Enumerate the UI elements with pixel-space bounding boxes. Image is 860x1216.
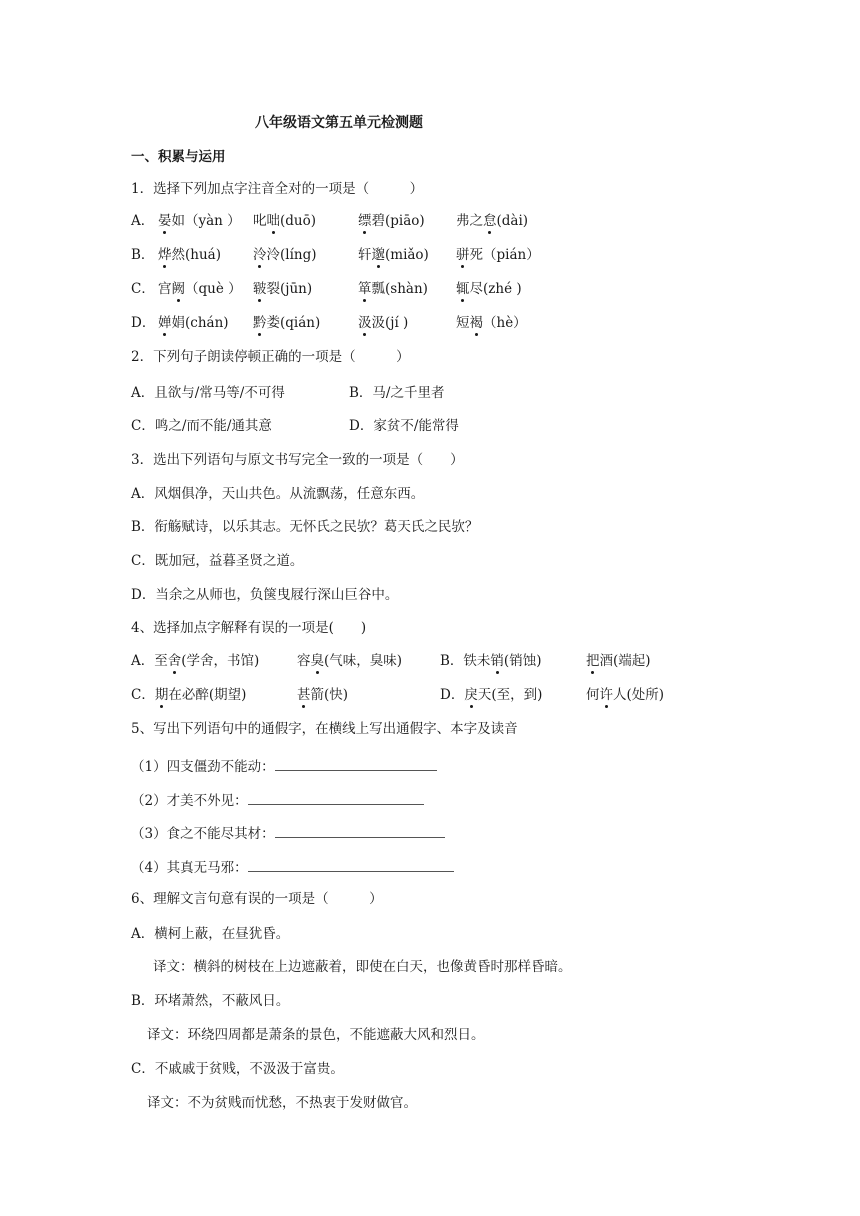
- question-4-option-b2: 把酒(端起): [586, 653, 651, 669]
- question-1-option-d: [131, 314, 527, 332]
- question-2-option-d: D．家贫不/能常得: [349, 418, 459, 434]
- question-4-stem: 4、选择加点字解释有误的一项是( ): [131, 620, 367, 636]
- pinyin-item: 辄尽(zhé ): [456, 281, 522, 297]
- question-6-option-a: A．横柯上蔽，在昼犹昏。: [131, 926, 290, 942]
- question-5-item: （4）其真无马邪：: [131, 859, 454, 877]
- question-6-stem: 6、理解文言句意有误的一项是（ ）: [131, 891, 383, 907]
- option-label: B．: [131, 247, 155, 263]
- question-2-option-a: A．且欲与/常马等/不可得: [131, 385, 285, 401]
- pinyin-item: 泠泠(líng): [253, 247, 317, 263]
- question-5-stem: 5、写出下列语句中的通假字，在横线上写出通假字、本字及读音: [131, 721, 518, 737]
- question-6-translation-b: 译文：环绕四周都是萧条的景色，不能遮蔽大风和烈日。: [147, 1027, 485, 1043]
- option-label: C．: [131, 281, 155, 297]
- pinyin-item: 弗之怠(dài): [456, 213, 529, 229]
- question-4-option-c1: C．期在必醉(期望): [131, 687, 247, 703]
- answer-blank[interactable]: [275, 758, 437, 771]
- question-3-option-a: A．风烟俱净，天山共色。从流飘荡，任意东西。: [131, 486, 425, 502]
- question-1-option-a: [131, 212, 529, 230]
- answer-blank[interactable]: [248, 859, 454, 872]
- question-4-option-b1: B．铁未销(销蚀): [440, 653, 542, 669]
- question-3-option-c: C．既加冠，益暮圣贤之道。: [131, 553, 304, 569]
- question-6-translation-c: 译文：不为贫贱而忧愁，不热衷于发财做官。: [147, 1095, 417, 1111]
- pinyin-item: 烨然(huá): [158, 247, 221, 263]
- question-6-translation-a: 译文：横斜的树枝在上边遮蔽着，即使在白天，也像黄昏时那样昏暗。: [153, 959, 572, 975]
- pinyin-item: 宫阙（què ）: [158, 281, 242, 297]
- question-2-stem: 2．下列句子朗读停顿正确的一项是（ ）: [131, 349, 410, 365]
- question-5-item: （1）四支僵劲不能动：: [131, 758, 437, 776]
- answer-blank[interactable]: [275, 825, 445, 838]
- pinyin-item: 晏如（yàn ）: [158, 213, 241, 229]
- question-4-option-a2: 容臭(气味，臭味): [297, 653, 403, 669]
- question-4-option-c2: 甚箭(快): [297, 687, 349, 703]
- pinyin-item: 箪瓢(shàn): [358, 281, 428, 297]
- question-5-item: （2）才美不外见：: [131, 792, 424, 810]
- question-5-item: （3）食之不能尽其材：: [131, 825, 445, 843]
- question-1-stem: 1．选择下列加点字注音全对的一项是（ ）: [131, 181, 424, 197]
- answer-blank[interactable]: [248, 792, 424, 805]
- question-1-option-b: [131, 246, 540, 264]
- pinyin-item: 短褐（hè）: [456, 315, 527, 331]
- pinyin-item: 婵娟(chán): [158, 315, 229, 331]
- question-1-option-c: [131, 280, 522, 298]
- question-4-option-d2: 何许人(处所): [586, 687, 665, 703]
- question-3-stem: 3．选出下列语句与原文书写完全一致的一项是（ ）: [131, 452, 464, 468]
- question-3-option-b: B．衔觞赋诗，以乐其志。无怀氏之民欤？葛天氏之民欤？: [131, 519, 479, 535]
- question-4-option-d1: D．戾天(至，到): [440, 687, 543, 703]
- page-title: 八年级语文第五单元检测题: [255, 115, 423, 131]
- option-label: A．: [131, 213, 155, 229]
- question-3-option-d: D．当余之从师也，负箧曳屐行深山巨谷中。: [131, 587, 399, 603]
- pinyin-item: 骈死（pián）: [456, 247, 540, 263]
- question-2-option-b: B．马/之千里者: [349, 385, 445, 401]
- pinyin-item: 黔娄(qián): [253, 315, 321, 331]
- question-6-option-b: B．环堵萧然，不蔽风日。: [131, 993, 290, 1009]
- pinyin-item: 皲裂(jūn): [253, 281, 313, 297]
- question-4-option-a1: A．至舍(学舍，书馆): [131, 653, 260, 669]
- question-2-option-c: C．鸣之/而不能/通其意: [131, 418, 272, 434]
- pinyin-item: 汲汲(jí ): [358, 315, 409, 331]
- pinyin-item: 叱咄(duō): [253, 213, 316, 229]
- pinyin-item: 轩邈(miǎo): [358, 247, 429, 263]
- section-heading: 一、积累与运用: [131, 149, 226, 165]
- pinyin-item: 缥碧(piāo): [358, 213, 425, 229]
- option-label: D．: [131, 315, 156, 331]
- question-6-option-c: C．不戚戚于贫贱，不汲汲于富贵。: [131, 1061, 344, 1077]
